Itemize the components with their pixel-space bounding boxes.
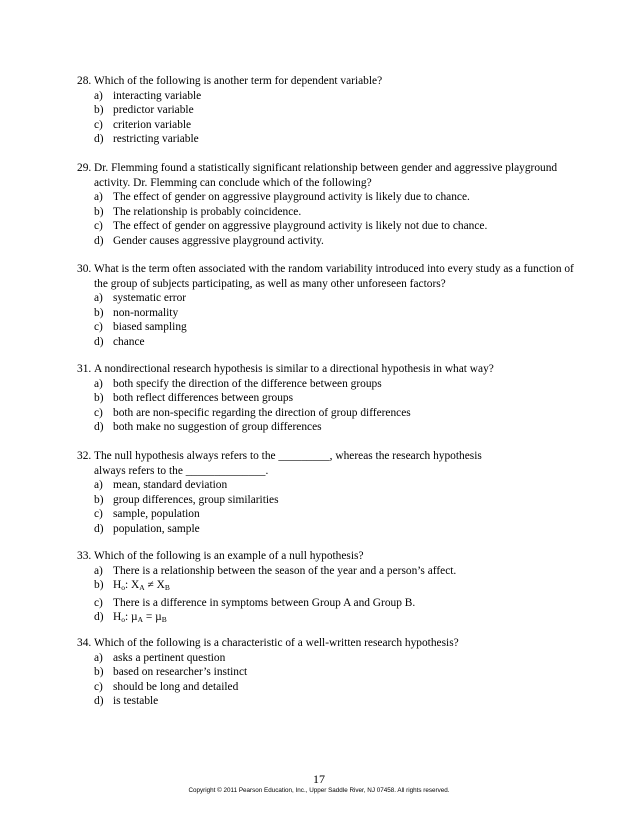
question-stem	[77, 636, 577, 651]
question-number: 33.	[77, 550, 92, 562]
choice-text: There is a relationship between the season of the year and a person’s affect.	[113, 564, 457, 577]
answer-choice	[77, 377, 577, 392]
formula-subscript-b: B	[161, 615, 167, 624]
answer-choice	[77, 391, 577, 406]
choice-letter: a)	[94, 377, 103, 390]
formula-subscript-a: A	[139, 583, 145, 592]
answer-choice	[77, 190, 577, 205]
answer-choice	[77, 219, 577, 234]
answer-choice	[77, 478, 577, 493]
question-31	[77, 362, 577, 435]
answer-choice	[77, 493, 577, 508]
formula-subscript-a: A	[137, 615, 144, 624]
question-text: Which of the following is a characteristic of a well-written research hypothesis?	[94, 637, 459, 649]
choice-letter: a)	[94, 479, 103, 491]
choice-text: both specify the direction of the difference between groups	[113, 377, 382, 390]
choice-letter: b)	[94, 579, 104, 591]
formula-h-subscript: o	[121, 583, 125, 592]
choice-text: criterion variable	[113, 118, 192, 131]
formula-x: X	[156, 579, 165, 591]
answer-choice	[77, 680, 577, 695]
question-text: Dr. Flemming found a statistically significant relationship between gender and aggressive playground activity. Dr. Flemming can conclude which of the following?	[94, 162, 558, 189]
choice-letter: d)	[94, 234, 104, 247]
answer-choice	[77, 578, 577, 596]
answer-choice	[77, 234, 577, 249]
choice-letter: b)	[94, 306, 104, 319]
question-stem	[77, 362, 577, 377]
choice-letter: d)	[94, 335, 104, 348]
choice-text: both are non-specific regarding the direction of group differences	[113, 406, 411, 419]
answer-choice	[77, 306, 577, 321]
answer-choice	[77, 291, 577, 306]
choice-text: group differences, group similarities	[113, 493, 279, 506]
question-stem	[77, 549, 577, 564]
answer-choices	[77, 651, 577, 709]
formula-h: H	[113, 611, 122, 623]
answer-choices	[77, 89, 577, 147]
choice-letter: b)	[94, 666, 104, 678]
question-number: 29.	[77, 162, 92, 174]
choice-text: interacting variable	[113, 89, 202, 102]
choice-letter: c)	[94, 596, 103, 609]
question-stem	[77, 449, 577, 478]
choice-letter: d)	[94, 133, 104, 145]
choice-letter: b)	[94, 392, 104, 404]
answer-choice	[77, 507, 577, 522]
choice-text: The relationship is probably coincidence.	[113, 205, 302, 218]
answer-choices	[77, 564, 577, 628]
choice-text: There is a difference in symptoms between Group A and Group B.	[113, 596, 416, 609]
choice-text: population, sample	[113, 522, 200, 535]
question-29	[77, 161, 577, 248]
formula-mu: µ	[155, 611, 162, 623]
answer-choice	[77, 651, 577, 666]
choice-letter: a)	[94, 292, 103, 304]
formula-operator: ≠	[147, 579, 154, 591]
choice-text: mean, standard deviation	[113, 479, 228, 491]
choice-text: chance	[113, 335, 145, 348]
choice-text: predictor variable	[113, 104, 194, 116]
answer-choice	[77, 610, 577, 628]
question-number: 28.	[77, 75, 92, 87]
question-34	[77, 636, 577, 709]
answer-choice	[77, 89, 577, 104]
choice-letter: a)	[94, 651, 103, 664]
question-text-line-2: always refers to the ______________.	[94, 464, 269, 477]
choice-letter: c)	[94, 118, 103, 131]
choice-letter: a)	[94, 191, 103, 203]
choice-letter: b)	[94, 104, 104, 116]
choice-letter: c)	[94, 406, 103, 419]
question-number: 32.	[77, 450, 92, 462]
choice-letter: d)	[94, 611, 104, 623]
formula-h: H	[113, 579, 122, 591]
page-number: 17	[313, 772, 325, 786]
question-33	[77, 549, 577, 628]
answer-choice	[77, 118, 577, 133]
choice-text: both make no suggestion of group differences	[113, 421, 322, 433]
choice-text: both reflect differences between groups	[113, 392, 294, 404]
choice-letter: c)	[94, 508, 103, 520]
formula-x: X	[131, 579, 140, 591]
question-number: 31.	[77, 363, 92, 375]
choice-text: The effect of gender on aggressive playground activity is likely due to chance.	[113, 191, 470, 203]
question-stem	[77, 74, 577, 89]
answer-choice	[77, 132, 577, 147]
choice-letter: a)	[94, 564, 103, 577]
answer-choice	[77, 694, 577, 709]
formula-operator: =	[145, 611, 153, 623]
answer-choices	[77, 190, 577, 248]
answer-choice	[77, 665, 577, 680]
formula-colon: :	[124, 579, 129, 591]
choice-text: restricting variable	[113, 133, 199, 145]
choice-letter: c)	[94, 321, 103, 333]
choice-text: asks a pertinent question	[113, 651, 226, 664]
answer-choices	[77, 377, 577, 435]
choice-letter: d)	[94, 522, 104, 535]
choice-text: is testable	[113, 695, 159, 707]
question-text: Which of the following is another term for dependent variable?	[94, 75, 383, 87]
question-text: Which of the following is an example of a null hypothesis?	[94, 550, 364, 562]
question-stem	[77, 161, 577, 190]
hypothesis-formula	[113, 579, 170, 591]
question-30	[77, 262, 577, 349]
choice-letter: d)	[94, 421, 104, 433]
question-28	[77, 74, 577, 147]
formula-colon: :	[124, 611, 129, 623]
formula-mu: µ	[131, 611, 138, 623]
choice-text: should be long and detailed	[113, 680, 239, 693]
choice-letter: c)	[94, 680, 103, 693]
answer-choice	[77, 335, 577, 350]
formula-subscript-b: B	[164, 583, 170, 592]
question-text-line-1: The null hypothesis always refers to the _________, whereas the research hypothesis	[94, 450, 482, 462]
answer-choice	[77, 103, 577, 118]
choice-text: sample, population	[113, 508, 200, 520]
question-number: 30.	[77, 263, 92, 275]
answer-choice	[77, 564, 577, 579]
formula-h-subscript: o	[121, 615, 125, 624]
hypothesis-formula	[113, 611, 167, 623]
answer-choices	[77, 291, 577, 349]
answer-choice	[77, 522, 577, 537]
choice-text: Gender causes aggressive playground activity.	[113, 234, 324, 247]
answer-choice	[77, 406, 577, 421]
question-32	[77, 449, 577, 536]
question-number: 34.	[77, 637, 92, 649]
answer-choice	[77, 205, 577, 220]
answer-choice	[77, 596, 577, 611]
choice-text: systematic error	[113, 292, 187, 304]
question-text: What is the term often associated with the random variability introduced into every study as a function of the group of subjects participating, as well as many other unforeseen factors?	[94, 263, 574, 290]
choice-letter: b)	[94, 493, 104, 506]
copyright-notice: Copyright © 2011 Pearson Education, Inc., Upper Saddle River, NJ 07458. All rights reserved.	[188, 787, 450, 794]
question-text: A nondirectional research hypothesis is similar to a directional hypothesis in what way?	[94, 363, 494, 375]
answer-choice	[77, 420, 577, 435]
choice-letter: d)	[94, 695, 104, 707]
choice-text: biased sampling	[113, 321, 187, 333]
choice-text: based on researcher’s instinct	[113, 666, 248, 678]
choice-letter: a)	[94, 89, 103, 102]
choice-text: non-normality	[113, 306, 179, 319]
question-stem	[77, 262, 577, 291]
choice-letter: b)	[94, 205, 104, 218]
answer-choices	[77, 478, 577, 536]
choice-text: The effect of gender on aggressive playground activity is likely not due to chance.	[113, 220, 488, 232]
choice-letter: c)	[94, 220, 103, 232]
answer-choice	[77, 320, 577, 335]
